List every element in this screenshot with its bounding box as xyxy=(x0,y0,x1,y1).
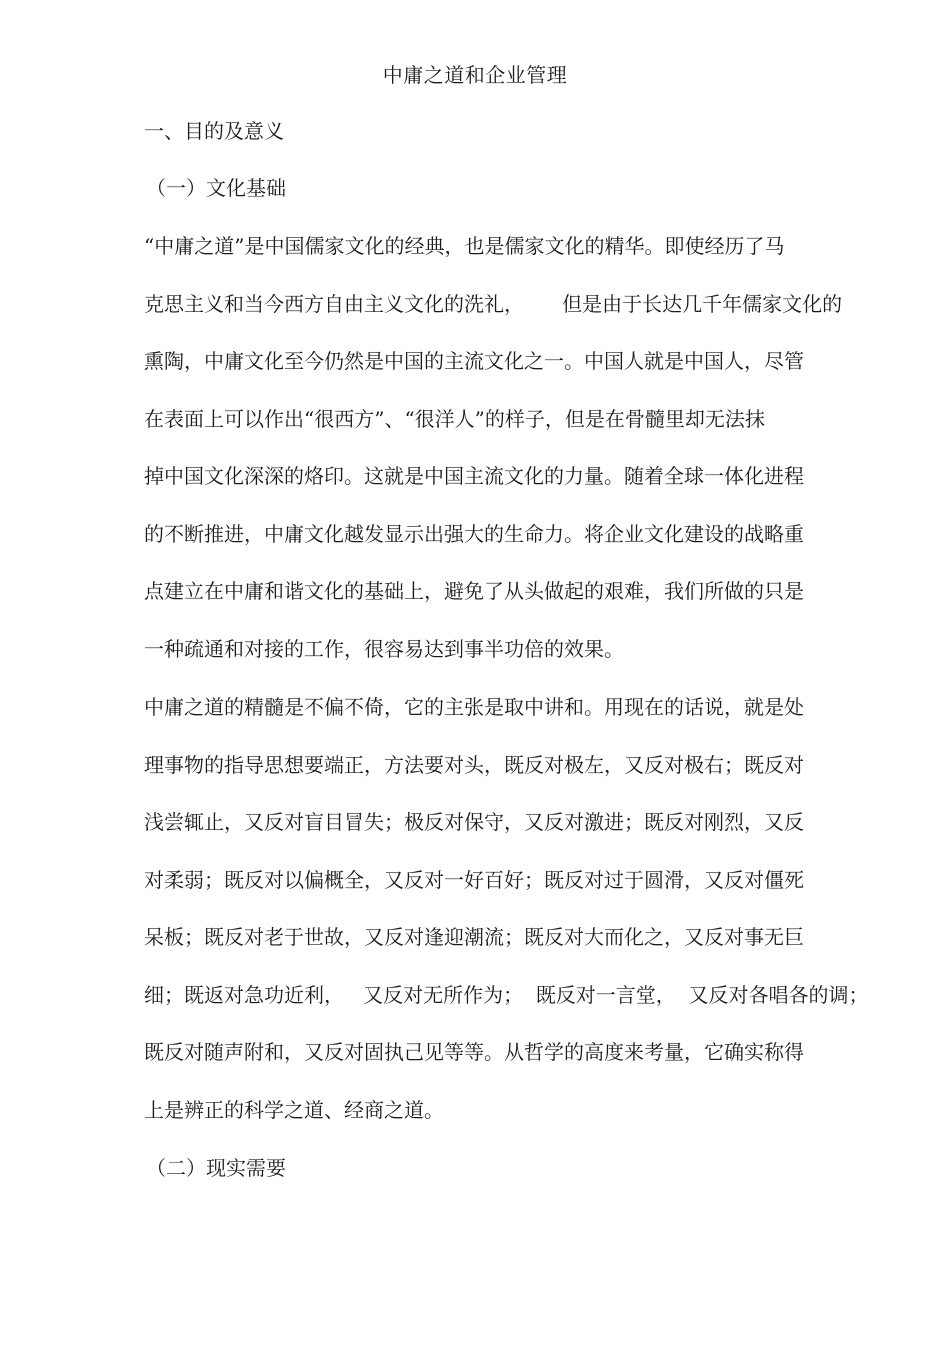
document-title: 中庸之道和企业管理 xyxy=(382,63,568,87)
paragraph-line: 细；既返对急功近利， 又反对无所作为； 既反对一言堂， 又反对各唱各的调； xyxy=(144,982,869,1007)
paragraph-line: 对柔弱；既反对以偏概全，又反对一好百好；既反对过于圆滑，又反对僵死 xyxy=(144,867,804,892)
paragraph-line: 浅尝辄止，又反对盲目冒失；极反对保守，又反对激进；既反对刚烈，又反 xyxy=(144,810,804,834)
paragraph-line: 克思主义和当今西方自由主义文化的洗礼， 但是由于长达几千年儒家文化的 xyxy=(144,291,843,316)
paragraph-line: 上是辨正的科学之道、经商之道。 xyxy=(144,1097,444,1122)
paragraph-line: 熏陶，中庸文化至今仍然是中国的主流文化之一。中国人就是中国人，尽管 xyxy=(144,349,804,373)
subsection-heading-reality: （二）现实需要 xyxy=(146,1156,286,1180)
paragraph-line: 的不断推进，中庸文化越发显示出强大的生命力。将企业文化建设的战略重 xyxy=(144,521,804,546)
paragraph-line: 点建立在中庸和谐文化的基础上，避免了从头做起的艰难，我们所做的只是 xyxy=(144,579,804,603)
paragraph-line: 理事物的指导思想要端正，方法要对头，既反对极左，又反对极右；既反对 xyxy=(144,752,804,777)
paragraph-culture-basis xyxy=(144,231,884,691)
paragraph-line: 掉中国文化深深的烙印。这就是中国主流文化的力量。随着全球一体化进程 xyxy=(144,464,804,488)
paragraph-line: 呆板；既反对老于世故，又反对逢迎潮流；既反对大而化之，又反对事无巨 xyxy=(144,925,804,949)
paragraph-line: “中庸之道”是中国儒家文化的经典，也是儒家文化的精华。即使经历了马 xyxy=(144,234,785,258)
subsection-heading-culture: （一）文化基础 xyxy=(146,176,286,200)
paragraph-doctrine-essence xyxy=(144,692,884,1152)
paragraph-line: 在表面上可以作出“很西方”、“很洋人”的样子，但是在骨髓里却无法抹 xyxy=(144,406,765,431)
section-heading-purpose: 一、目的及意义 xyxy=(144,119,284,143)
paragraph-line: 一种疏通和对接的工作，很容易达到事半功倍的效果。 xyxy=(144,636,624,661)
paragraph-line: 既反对随声附和，又反对固执己见等等。从哲学的高度来考量，它确实称得 xyxy=(144,1040,804,1064)
paragraph-line: 中庸之道的精髓是不偏不倚，它的主张是取中讲和。用现在的话说，就是处 xyxy=(144,695,804,719)
